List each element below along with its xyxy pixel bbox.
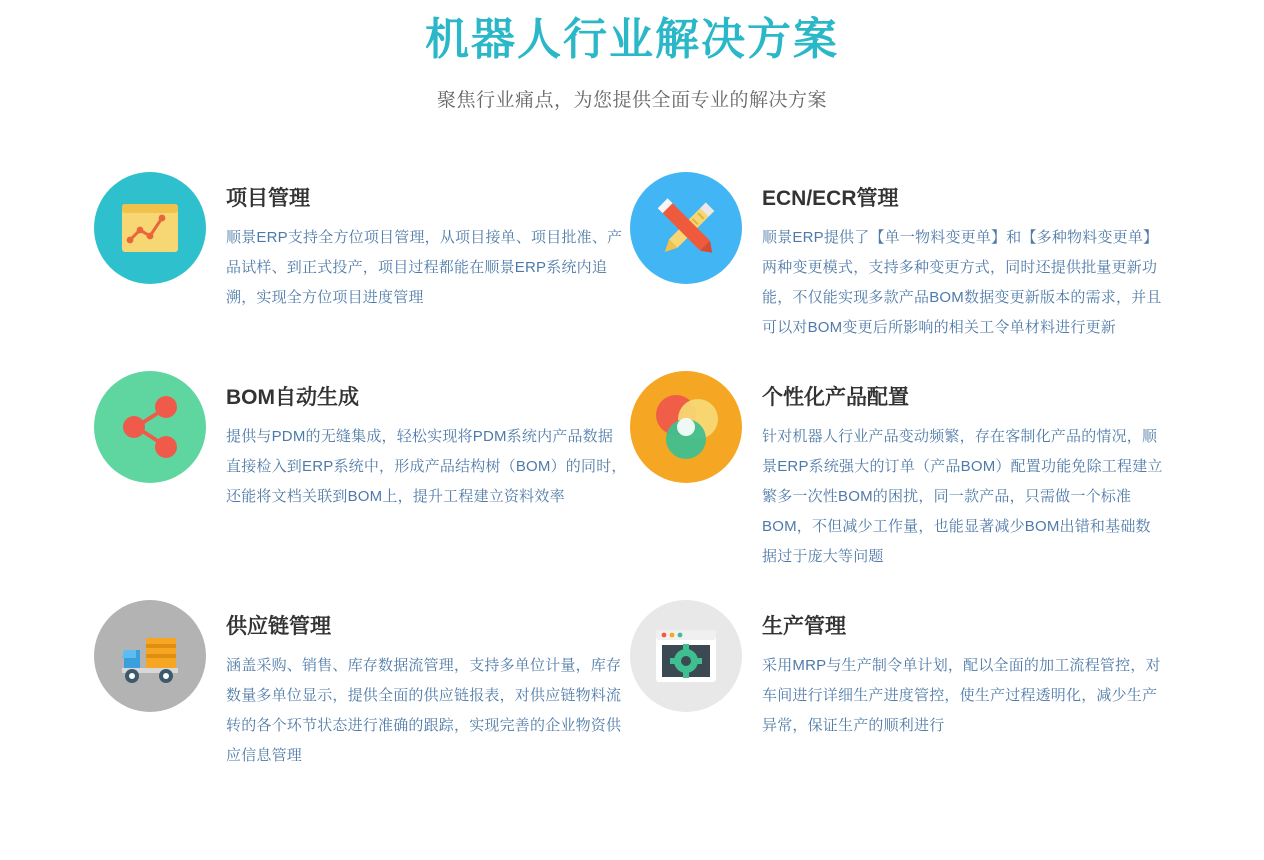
feature-icon-wrap: [630, 371, 742, 483]
color-wheel-icon: [630, 371, 742, 483]
feature-icon-wrap: [630, 600, 742, 712]
feature-grid: [0, 172, 1264, 790]
feature-title: 个性化产品配置: [762, 385, 909, 409]
feature-text: [226, 371, 628, 512]
feature-icon-wrap: [94, 172, 206, 284]
feature-text: [762, 371, 1164, 572]
page-header: [0, 0, 1264, 112]
feature-title: 项目管理: [226, 186, 310, 210]
feature-title: ECN/ECR管理: [762, 186, 899, 210]
page-subtitle: 聚焦行业痛点，为您提供全面专业的解决方案: [436, 89, 827, 111]
feature-description: 顺景ERP提供了【单一物料变更单】和【多种物料变更单】两种变更模式，支持多种变更方式，同时还提供批量更新功能，不仅能实现多款产品BOM数据变更新版本的需求，并且可以对BOM变更后所影响的相关工令单材料进行更新: [762, 228, 1162, 336]
truck-icon: [94, 600, 206, 712]
feature-text: [762, 172, 1164, 343]
share-nodes-icon: [94, 371, 206, 483]
feature-title: BOM自动生成: [226, 385, 359, 409]
chart-line-icon: [94, 172, 206, 284]
feature-card-product-configuration[interactable]: [630, 371, 1164, 590]
gear-window-icon: [630, 600, 742, 712]
feature-title: 供应链管理: [226, 615, 331, 639]
feature-icon-wrap: [630, 172, 742, 284]
feature-card-bom-auto-generation[interactable]: [94, 371, 628, 590]
feature-text: [226, 600, 628, 771]
feature-description: 针对机器人行业产品变动频繁，存在客制化产品的情况，顺景ERP系统强大的订单（产品BOM）配置功能免除工程建立繁多一次性BOM的困扰，同一款产品，只需做一个标准BOM，不但减少工作量，也能显著减少BOM出错和基础数据过于庞大等问题: [762, 428, 1163, 566]
feature-text: [226, 172, 628, 313]
feature-card-project-management[interactable]: [94, 172, 628, 361]
feature-icon-wrap: [94, 600, 206, 712]
feature-description: 采用MRP与生产制令单计划，配以全面的加工流程管控，对车间进行详细生产进度管控，使生产过程透明化，减少生产异常，保证生产的顺利进行: [762, 657, 1161, 735]
feature-text: [762, 600, 1164, 741]
feature-description: 顺景ERP支持全方位项目管理，从项目接单、项目批准、产品试样、到正式投产，项目过程都能在顺景ERP系统内追溯，实现全方位项目进度管理: [226, 228, 623, 306]
feature-description: 提供与PDM的无缝集成，轻松实现将PDM系统内产品数据直接检入到ERP系统中，形成产品结构树（BOM）的同时，还能将文档关联到BOM上，提升工程建立资料效率: [226, 428, 627, 506]
feature-icon-wrap: [94, 371, 206, 483]
feature-card-ecn-ecr-management[interactable]: [630, 172, 1164, 361]
pencil-ruler-icon: [630, 172, 742, 284]
feature-card-production-management[interactable]: [630, 600, 1164, 789]
feature-description: 涵盖采购、销售、库存数据流管理，支持多单位计量，库存数量多单位显示，提供全面的供应链报表，对供应链物料流转的各个环节状态进行准确的跟踪，实现完善的企业物资供应信息管理: [226, 657, 622, 765]
feature-title: 生产管理: [762, 615, 846, 639]
page-title: 机器人行业解决方案: [425, 15, 839, 64]
feature-card-supply-chain-management[interactable]: [94, 600, 628, 789]
